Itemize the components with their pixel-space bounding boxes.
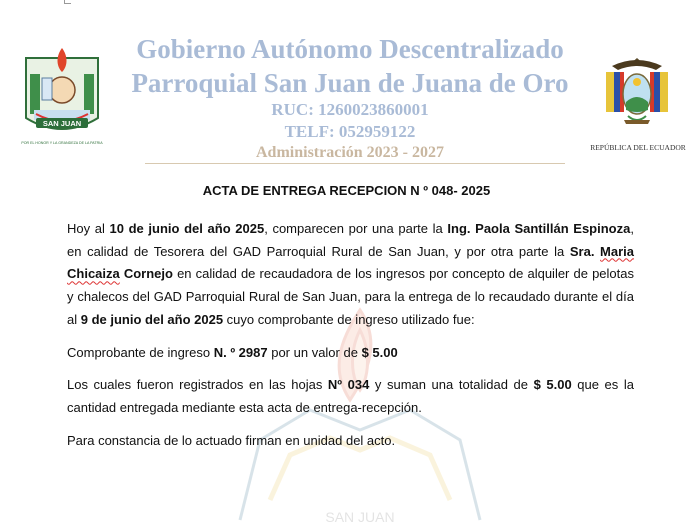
- text-run: cuyo comprobante de ingreso utilizado fue:: [223, 311, 475, 327]
- meeting-date: 10 de junio del año 2025: [109, 221, 265, 236]
- ecuador-coat-of-arms-icon: [598, 52, 676, 136]
- text-run: Los cuales fueron registrados en las hojas: [67, 377, 328, 393]
- header-divider: [145, 163, 565, 164]
- text-run: Comprobante de ingreso: [67, 344, 214, 360]
- watermark-text: SAN JUAN: [325, 509, 395, 525]
- text-run: , en calidad de Tesorera del GAD Parroquial Rural de San Juan, y por otra parte la: [67, 221, 634, 259]
- text-run: en calidad de recaudadora de los ingresos por concepto de alquiler de pelotas y chalecos del GAD Parroquial Rural de San Juan, para la entrega de lo recaudado durante el día al: [67, 266, 634, 327]
- header-title-line1: Gobierno Autónomo Descentralizado: [136, 34, 564, 64]
- total-amount: $ 5.00: [533, 377, 572, 393]
- text-run: Hoy al: [67, 221, 110, 236]
- header-title-line2: Parroquial San Juan de Juana de Oro: [131, 68, 569, 98]
- text-run: , comparecen por una parte la: [264, 221, 448, 236]
- receipt-number: N. º 2987: [213, 344, 268, 360]
- parish-seal-icon: [18, 44, 106, 148]
- right-seal-caption: REPÚBLICA DEL ECUADOR: [590, 143, 686, 152]
- collector-title: Sra.: [569, 243, 601, 259]
- collector-second-surname: Cornejo: [119, 266, 173, 282]
- paragraph-closing: Para constancia de lo actuado firman en unidad del acto.: [67, 432, 396, 448]
- left-seal-motto: POR EL HONOR Y LA GRANDEZA DE LA PATRIA: [21, 141, 103, 145]
- header-administration: Administración 2023 - 2027: [256, 144, 444, 161]
- treasurer-name: Ing. Paola Santillán Espinoza: [447, 221, 631, 236]
- document-title: ACTA DE ENTREGA RECEPCION N º 048- 2025: [202, 183, 491, 198]
- collector-first-name: Maria: [600, 243, 635, 259]
- paragraph-registration: [67, 374, 634, 419]
- collection-date: 9 de junio del año 2025: [80, 311, 224, 327]
- header-phone: TELF: 052959122: [284, 122, 416, 141]
- paragraph-intro: [67, 218, 634, 332]
- text-run: por un valor de: [267, 344, 362, 360]
- sheet-number: Nº 034: [327, 377, 370, 393]
- text-run: y suman una totalidad de: [369, 377, 534, 393]
- receipt-amount: $ 5.00: [361, 344, 398, 360]
- collector-surname: Chicaiza: [67, 266, 120, 282]
- header-ruc: RUC: 1260023860001: [271, 100, 429, 119]
- letterhead: [0, 0, 693, 170]
- paragraph-receipt: [67, 342, 634, 365]
- text-run: que es la cantidad entregada mediante esta acta de entrega-recepción.: [67, 377, 634, 415]
- document-body: [67, 218, 634, 452]
- left-seal-name: SAN JUAN: [42, 119, 82, 128]
